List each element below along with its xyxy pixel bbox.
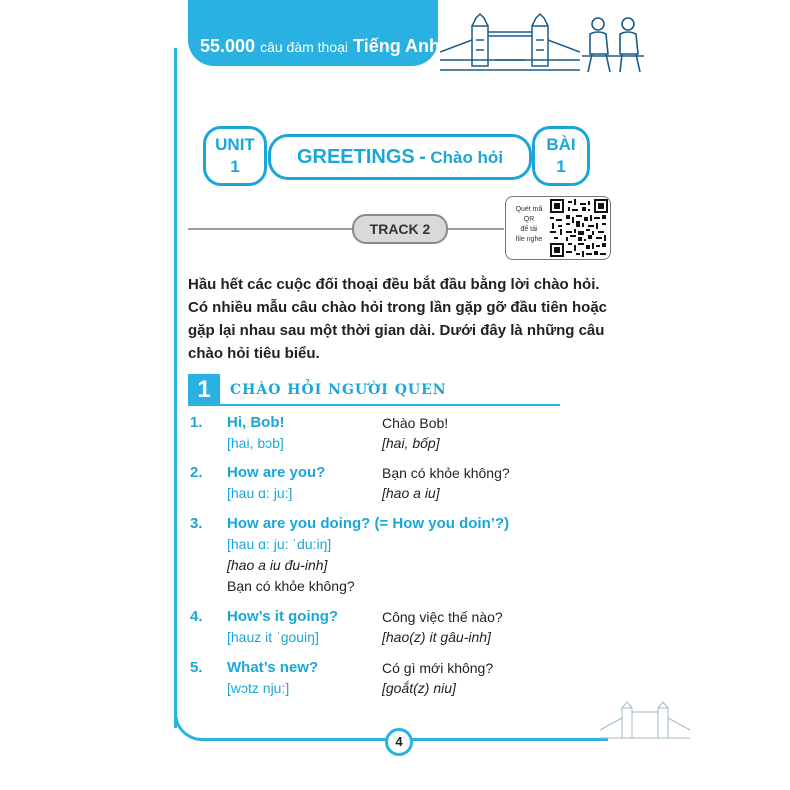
title-english: GREETINGS <box>296 146 415 168</box>
page-frame-line <box>174 48 177 728</box>
lesson-label: BÀI <box>546 135 576 154</box>
phrase-ipa: [hauz it ˈgouiŋ] <box>227 629 319 645</box>
unit-badge <box>203 126 267 186</box>
book-title <box>200 36 440 57</box>
phrase-vietnamese: Bạn có khỏe không? <box>382 465 510 481</box>
phrase-ipa: [hai, bɔb] <box>227 435 284 451</box>
book-title-end: Tiếng Anh <box>353 36 441 56</box>
unit-number: 1 <box>230 157 240 176</box>
phrase-vietnamese: Có gì mới không? <box>382 660 494 676</box>
qr-code-box[interactable] <box>505 196 611 260</box>
phrase-number: 4. <box>190 608 203 625</box>
phrase-ipa: [hau ɑ: ju: ˈdu:iŋ] <box>227 536 332 552</box>
track-rule-right <box>448 228 504 230</box>
lesson-badge <box>532 126 590 186</box>
page-frame-bottom-curve <box>174 700 387 741</box>
lesson-title <box>268 134 532 180</box>
phrase-ipa: [hau ɑ: ju:] <box>227 485 293 501</box>
phrase-number: 2. <box>190 464 203 481</box>
qr-caption-line: file nghe <box>515 236 543 243</box>
title-vietnamese: Chào hỏi <box>430 148 504 167</box>
page-number: 4 <box>385 728 413 756</box>
phrase-pronunciation: [hao(z) it gâu-inh] <box>382 629 491 645</box>
intro-paragraph: Hầu hết các cuộc đối thoại đều bắt đầu bằng lời chào hỏi. Có nhiều mẫu câu chào hỏi trong lần gặp gỡ đầu tiên hoặc gặp lại nhau sau một thời gian dài. Dưới đây là những câu chào hỏi tiêu biểu. <box>188 276 608 362</box>
qr-caption-line: QR <box>523 216 535 223</box>
section-number: 1 <box>188 374 220 406</box>
lesson-number: 1 <box>556 157 566 176</box>
section-title: CHÀO HỎI NGƯỜI QUEN <box>230 382 447 398</box>
footer-bridge-illustration <box>600 700 690 740</box>
unit-label: UNIT <box>215 135 255 154</box>
qr-caption-line: Quét mã <box>515 206 543 213</box>
track-label: TRACK 2 <box>352 214 448 244</box>
phrase-english: How’s it going? <box>227 608 339 625</box>
phrase-number: 1. <box>190 414 203 431</box>
phrase-number: 3. <box>190 515 203 532</box>
qr-caption <box>509 205 549 245</box>
phrase-vietnamese: Công việc thế nào? <box>382 609 503 625</box>
phrase-vietnamese: Chào Bob! <box>382 415 449 431</box>
section-underline <box>220 404 560 406</box>
phrase-pronunciation: [hao a iu] <box>382 485 440 501</box>
tower-bridge-illustration <box>440 12 580 74</box>
track-rule-left <box>188 228 352 230</box>
phrase-english: How are you? <box>227 464 326 481</box>
book-title-number: 55.000 <box>200 36 256 56</box>
phrase-english: What’s new? <box>227 659 319 676</box>
people-illustration <box>578 14 648 78</box>
phrase-pronunciation: [hao a iu đu-inh] <box>227 557 328 573</box>
phrase-pronunciation: [hai, bốp] <box>382 435 440 451</box>
qr-caption-line: để tải <box>520 226 538 233</box>
phrase-english: Hi, Bob! <box>227 414 285 431</box>
book-title-middle: câu đàm thoại <box>260 39 349 55</box>
phrase-ipa: [wɔtz nju:] <box>227 680 290 696</box>
phrase-number: 5. <box>190 659 203 676</box>
title-separator: - <box>419 146 426 168</box>
phrase-english: How are you doing? (= How you doin’?) <box>227 515 510 532</box>
page-frame-bottom-line <box>408 738 608 741</box>
phrase-vietnamese: Bạn có khỏe không? <box>227 578 355 594</box>
qr-code-icon <box>550 199 608 257</box>
phrase-pronunciation: [goắt(z) niu] <box>382 680 456 696</box>
